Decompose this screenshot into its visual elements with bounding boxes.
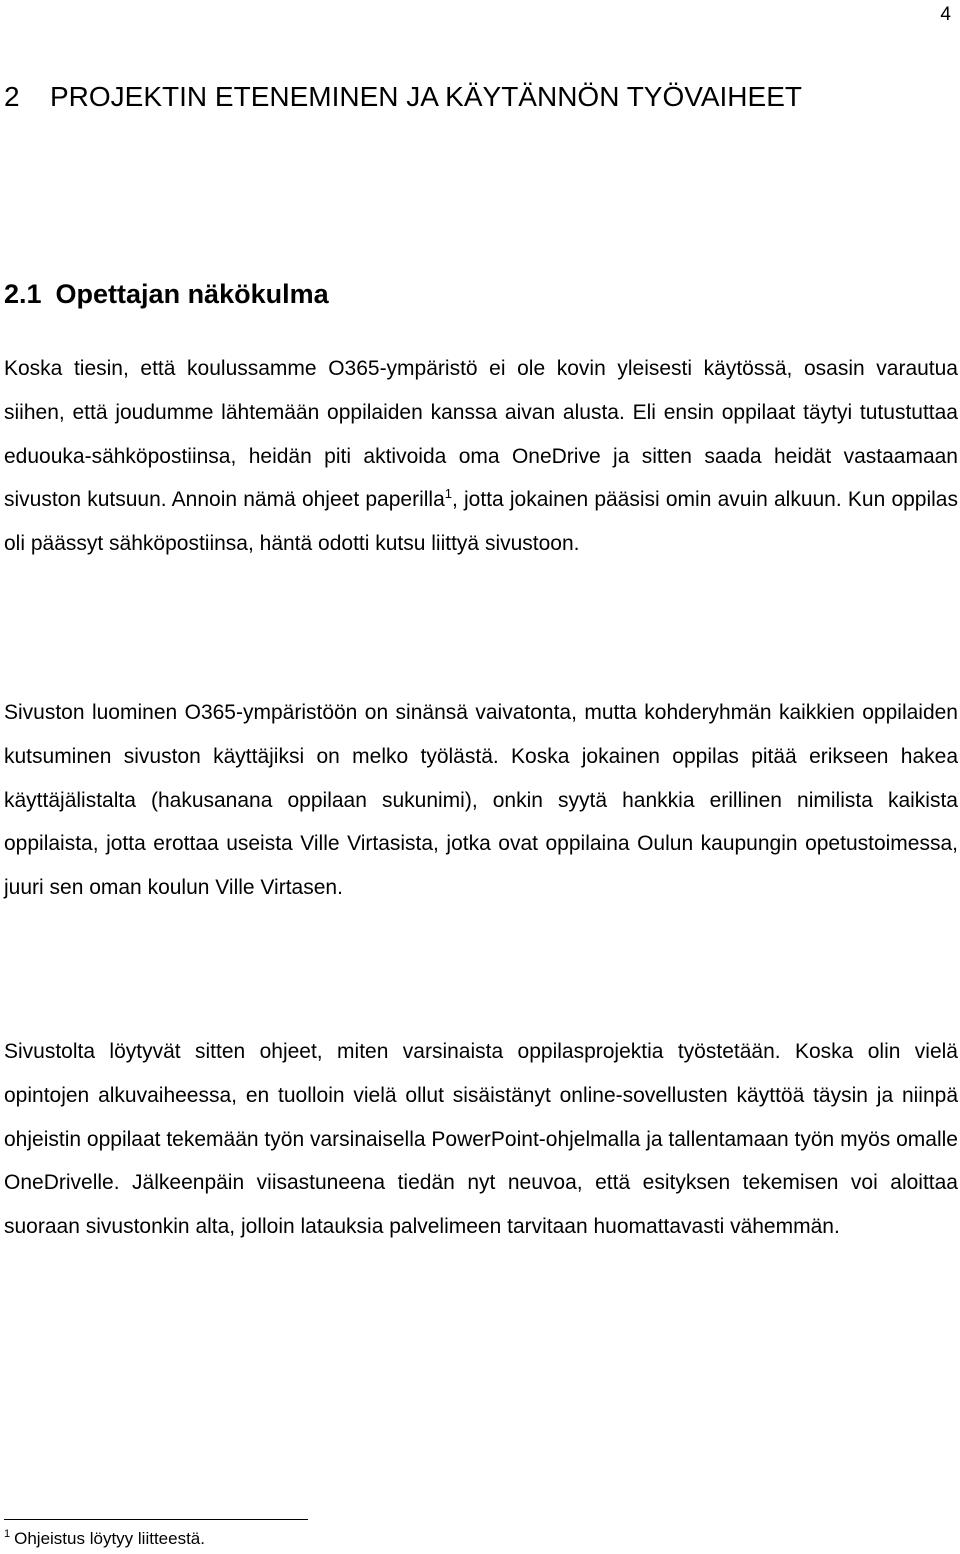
paragraph-1-text-b: , jotta jokainen pääsisi omin avuin alkuun. Kun oppilas oli päässyt sähköpostiinsa, häntä odotti kutsu liittyä sivustoon. xyxy=(4,488,958,556)
paragraph-2: Sivuston luominen O365-ympäristöön on sinänsä vaivatonta, mutta kohderyhmän kaikkien oppilaiden kutsuminen sivuston käyttäjiksi on melko työlästä. Koska jokainen oppilas pitää erikseen hakea käyttäjälistalta (hakusanana oppilaan sukunimi), onkin syytä hankkia erillinen nimilista kaikista oppilaista, jotta erottaa useista Ville Virtasista, jotka ovat oppilaina Oulun kaupungin opetustoimessa, juuri sen oman koulun Ville Virtasen. xyxy=(4,701,958,900)
chapter-heading xyxy=(4,68,904,126)
footnote-marker: 1 xyxy=(4,1528,11,1541)
paragraph-1-text-a: Koska tiesin, että koulussamme O365-ympäristö ei ole kovin yleisesti käytössä, osasin varautua siihen, että joudumme lähtemään oppilaiden kanssa aivan alusta. Eli ensin oppilaat täytyi tutustuttaa eduouka-sähköpostiinsa, heidän piti aktivoida oma OneDrive ja sitten saada heidät vastaamaan sivuston kutsuun. Annoin nämä ohjeet paperilla xyxy=(4,357,958,512)
section-title: Opettajan näkökulma xyxy=(55,279,329,309)
paragraph-3: Sivustolta löytyvät sitten ohjeet, miten varsinaista oppilasprojektia työstetään. Koska olin vielä opintojen alkuvaiheessa, en tuolloin vielä ollut sisäistänyt online-sovellusten käyttöä täysin ja niinpä ohjeistin oppilaat tekemään työn varsinaisella PowerPoint-ohjelmalla ja tallentamaan työn myös omalle OneDrivelle. Jälkeenpäin viisastuneena tiedän nyt neuvoa, että esityksen tekemisen voi aloittaa suoraan sivustonkin alta, jolloin latauksia palvelimeen tarvitaan huomattavasti vähemmän. xyxy=(4,1040,958,1239)
chapter-title: PROJEKTIN ETENEMINEN JA KÄYTÄNNÖN TYÖVAIHEET xyxy=(50,81,802,112)
page-number: 4 xyxy=(940,4,951,25)
paragraph-1 xyxy=(4,347,958,566)
section-heading xyxy=(4,272,329,316)
footnote-reference: 1 xyxy=(444,486,452,502)
footnote-text: Ohjeistus löytyy liitteestä. xyxy=(14,1529,205,1548)
chapter-number: 2 xyxy=(4,81,20,112)
footnote-divider xyxy=(4,1519,308,1520)
section-number: 2.1 xyxy=(4,279,42,309)
footnote xyxy=(4,1528,205,1550)
